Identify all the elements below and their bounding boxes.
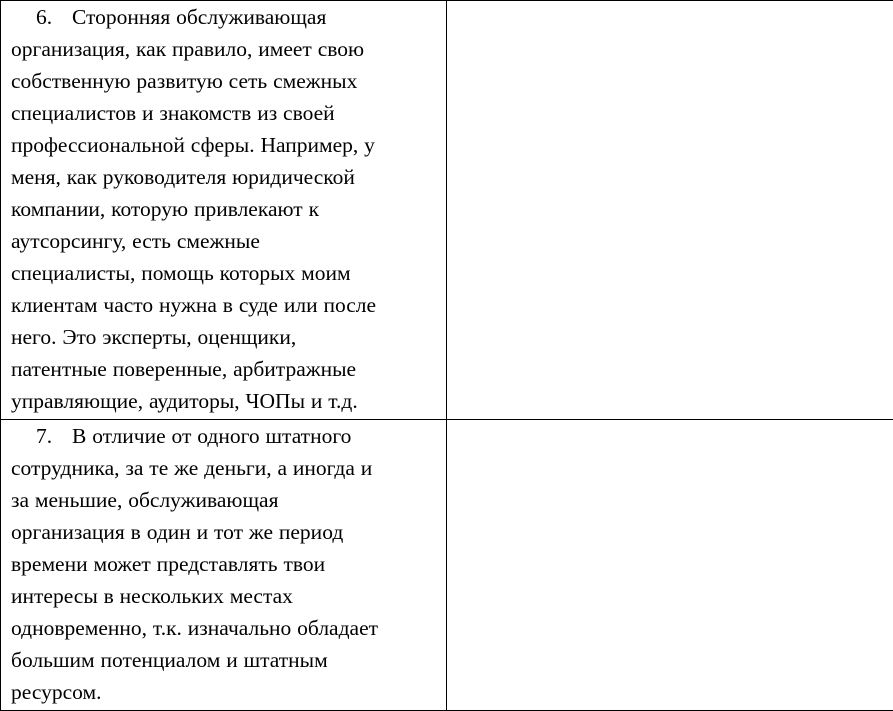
item-7-line-2: сотрудника, за те же деньги, а иногда и [11, 452, 436, 484]
item-7-line-8: большим потенциалом и штатным [11, 644, 436, 676]
item-7-line-7: одновременно, т.к. изначально обладает [11, 612, 436, 644]
item-6-line-10: клиентам часто нужна в суде или после [11, 289, 436, 321]
item-6-line-11: него. Это эксперты, оценщики, [11, 321, 436, 353]
table-row [1, 1, 893, 420]
item-7-line-1 [11, 420, 436, 452]
item-6-line-6: меня, как руководителя юридической [11, 161, 436, 193]
item-6-line-8: аутсорсингу, есть смежные [11, 225, 436, 257]
item-6-number: 6. [36, 1, 72, 33]
item-6-line-3: собственную развитую сеть смежных [11, 65, 436, 97]
table-cell-item-6-text [1, 1, 447, 420]
item-6-line-12: патентные поверенные, арбитражные [11, 353, 436, 385]
item-6-paragraph [1, 1, 446, 417]
item-6-line-1 [11, 1, 436, 33]
table-cell-item-7-empty [447, 420, 893, 711]
item-6-line-7: компании, которую привлекают к [11, 193, 436, 225]
item-6-line-9: специалисты, помощь которых моим [11, 257, 436, 289]
table-cell-item-7-text [1, 420, 447, 711]
item-7-line-5: времени может представлять твои [11, 548, 436, 580]
item-6-line-1-text: Сторонняя обслуживающая [72, 5, 326, 29]
item-6-line-5: профессиональной сферы. Например, у [11, 129, 436, 161]
item-6-line-2: организация, как правило, имеет свою [11, 33, 436, 65]
item-7-line-3: за меньшие, обслуживающая [11, 484, 436, 516]
item-7-line-4: организация в один и тот же период [11, 516, 436, 548]
item-7-line-1-text: В отличие от одного штатного [72, 424, 351, 448]
item-6-line-4: специалистов и знакомств из своей [11, 97, 436, 129]
item-7-line-9: ресурсом. [11, 676, 436, 708]
table-cell-item-6-empty [447, 1, 893, 420]
item-6-line-13: управляющие, аудиторы, ЧОПы и т.д. [11, 385, 436, 417]
item-7-paragraph [1, 420, 446, 708]
item-7-line-6: интересы в нескольких местах [11, 580, 436, 612]
table-row [1, 420, 893, 711]
item-7-number: 7. [36, 420, 72, 452]
